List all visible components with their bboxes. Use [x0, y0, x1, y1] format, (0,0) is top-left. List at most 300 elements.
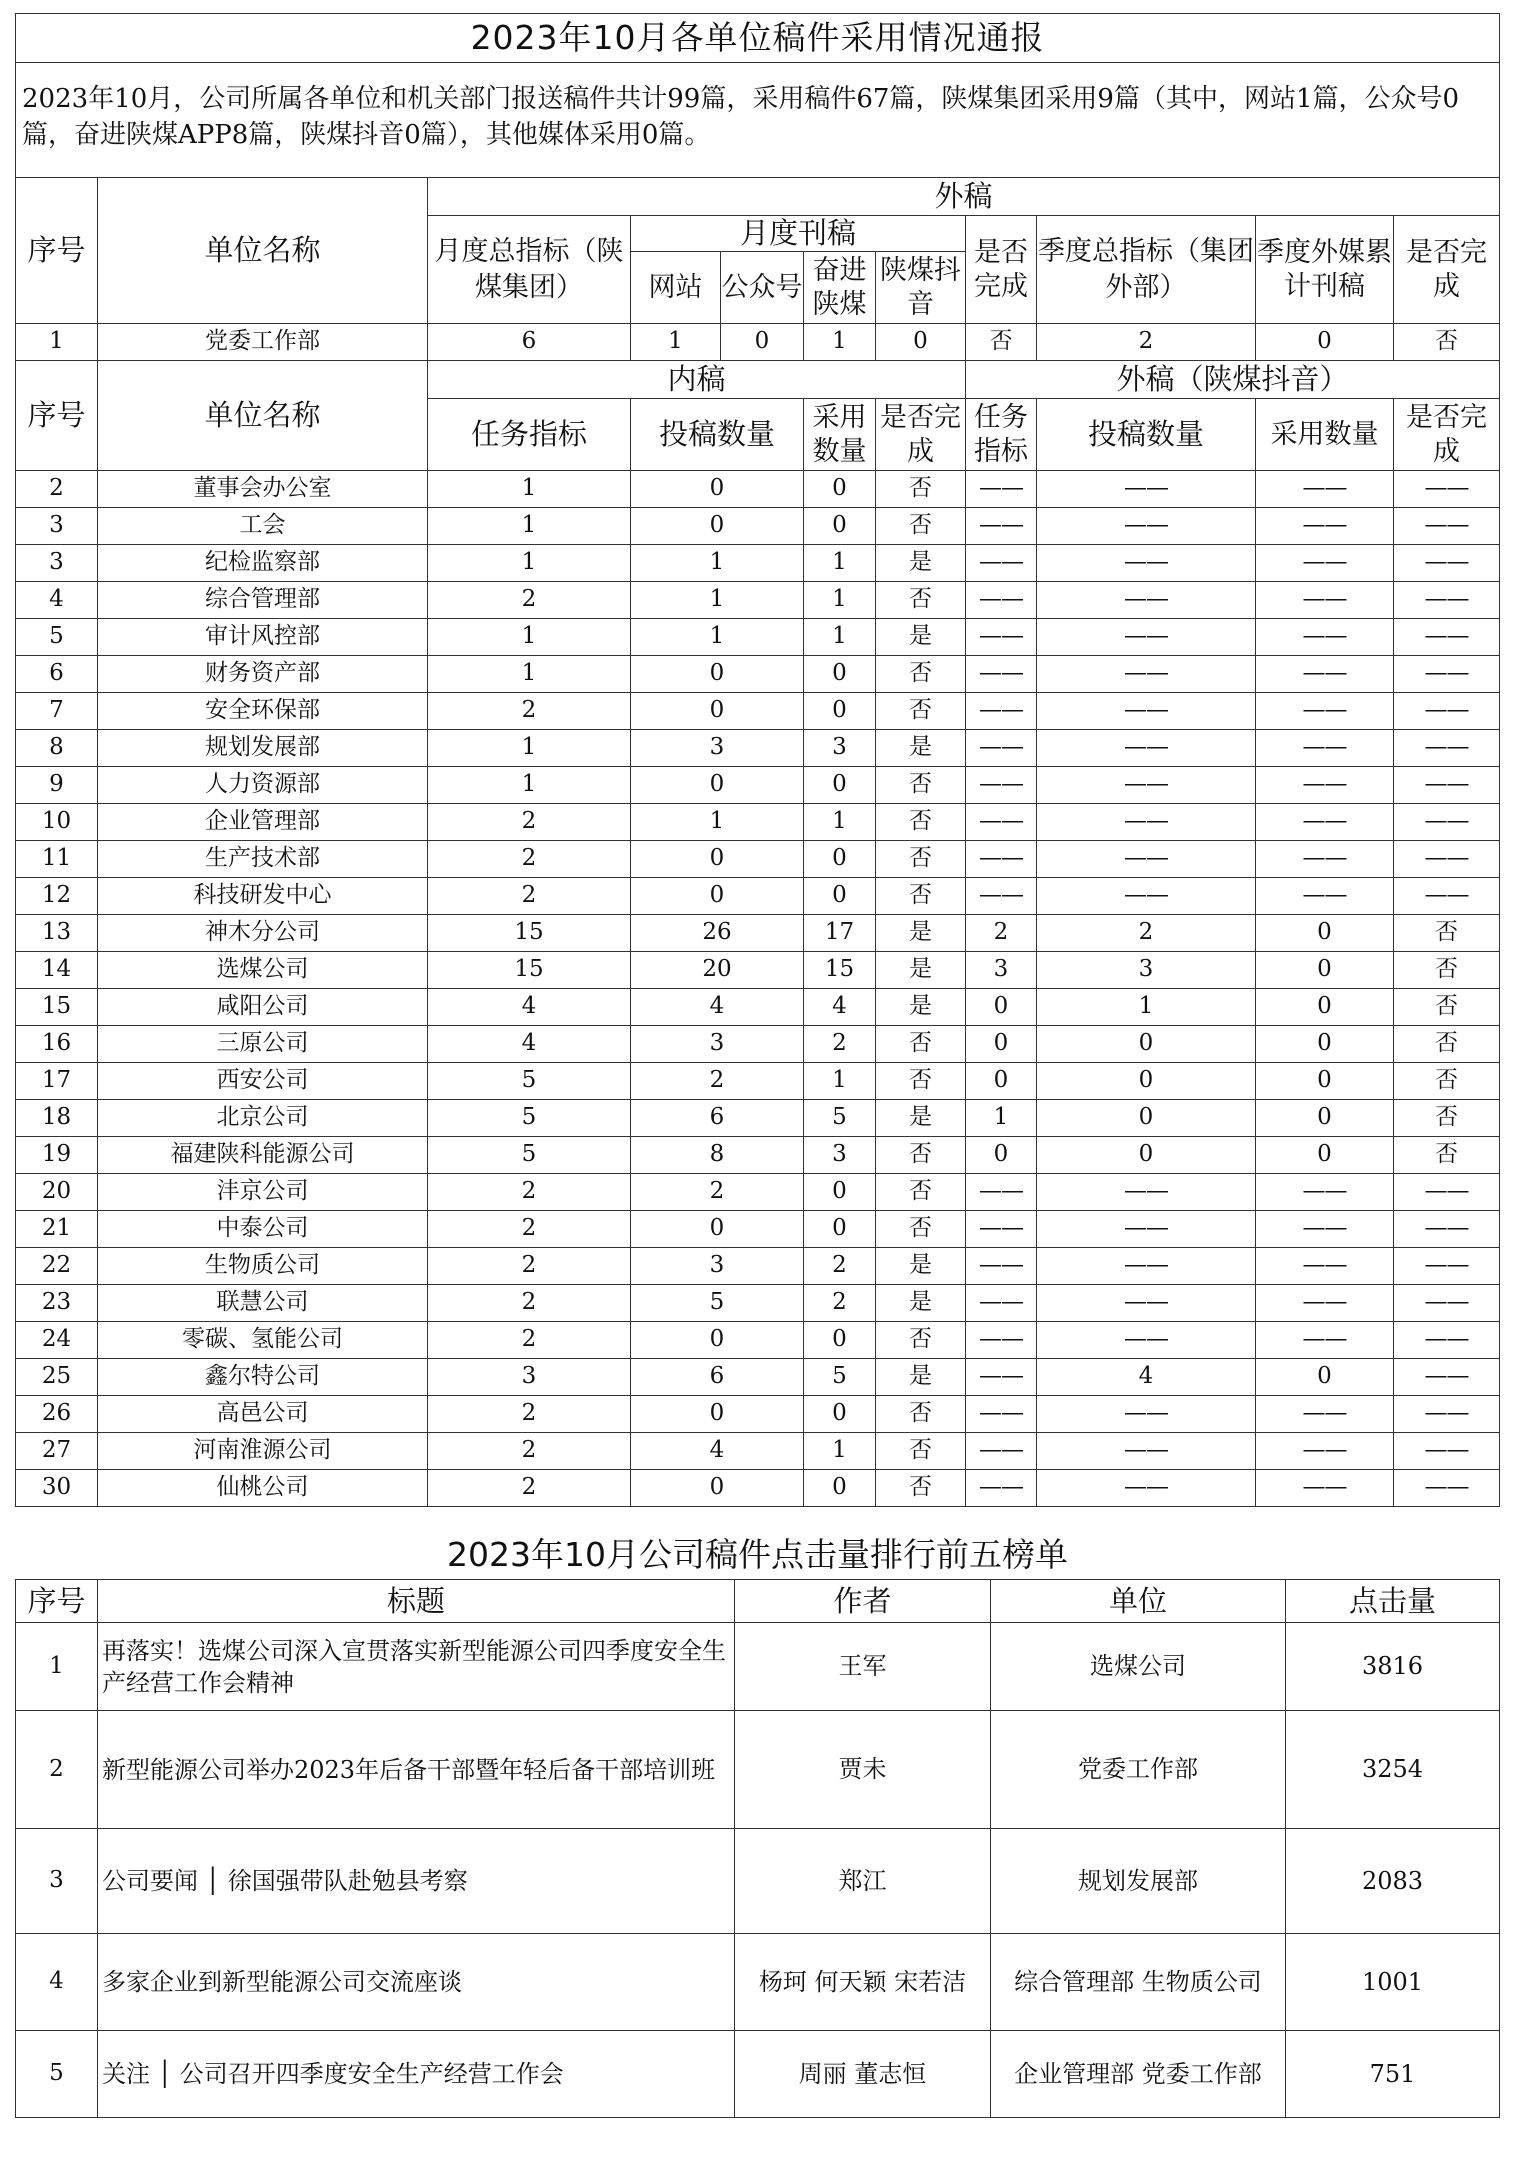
cell-task: 2 — [428, 1248, 631, 1285]
table-row — [16, 915, 1500, 952]
cell-submit2: 1 — [1037, 989, 1256, 1026]
cell-done: 否 — [876, 1470, 966, 1507]
cell-submit: 0 — [631, 471, 804, 508]
cell-unit: 生产技术部 — [98, 841, 428, 878]
cell-done: 是 — [876, 915, 966, 952]
cell-done: 否 — [876, 804, 966, 841]
cell-adopt2: —— — [1256, 619, 1394, 656]
cell-task2: —— — [966, 1285, 1037, 1322]
cell-seq: 5 — [16, 619, 98, 656]
cell-seq: 3 — [16, 545, 98, 582]
cell-unit: 西安公司 — [98, 1063, 428, 1100]
cell-adopt: 1 — [804, 545, 876, 582]
cell-task2: —— — [966, 471, 1037, 508]
cell-seq: 7 — [16, 693, 98, 730]
cell-task: 5 — [428, 1137, 631, 1174]
cell-seq: 21 — [16, 1211, 98, 1248]
cell-submit: 0 — [631, 693, 804, 730]
cell-unit: 高邑公司 — [98, 1396, 428, 1433]
cell-submit2: 2 — [1037, 915, 1256, 952]
cell-seq: 18 — [16, 1100, 98, 1137]
cell-adopt2: 0 — [1256, 989, 1394, 1026]
inner-table-body — [16, 471, 1500, 1507]
cell-adopt: 0 — [804, 1396, 876, 1433]
cell-unit: 财务资产部 — [98, 656, 428, 693]
cell-seq: 19 — [16, 1137, 98, 1174]
cell-adopt2: —— — [1256, 841, 1394, 878]
cell-submit: 0 — [631, 508, 804, 545]
rank-clicks: 2083 — [1286, 1829, 1500, 1934]
cell-done2: —— — [1394, 730, 1500, 767]
cell-adopt: 1 — [804, 804, 876, 841]
cell-adopt: 3 — [804, 1137, 876, 1174]
cell-seq: 22 — [16, 1248, 98, 1285]
cell-submit2: —— — [1037, 878, 1256, 915]
ranking-row — [16, 1829, 1500, 1934]
cell-adopt2: —— — [1256, 1396, 1394, 1433]
cell-done2: —— — [1394, 767, 1500, 804]
cell-unit: 三原公司 — [98, 1026, 428, 1063]
cell-adopt: 0 — [804, 841, 876, 878]
cell-adopt: 0 — [804, 1174, 876, 1211]
ranking-table — [15, 1531, 1500, 2118]
rank-title: 关注 │ 公司召开四季度安全生产经营工作会 — [98, 2031, 735, 2118]
cell-submit: 4 — [631, 1433, 804, 1470]
cell-task2: —— — [966, 1470, 1037, 1507]
header-task: 任务指标 — [428, 399, 631, 471]
cell-adopt2: —— — [1256, 471, 1394, 508]
cell-done2: 否 — [1394, 989, 1500, 1026]
header-monthly-pub: 月度刊稿 — [631, 216, 966, 252]
cell-done2: 否 — [1394, 952, 1500, 989]
report-summary: 2023年10月，公司所属各单位和机关部门报送稿件共计99篇，采用稿件67篇，陕煤集团采用9篇（其中，网站1篇，公众号0篇，奋进陕煤APP8篇，陕煤抖音0篇），其他媒体采用0篇。 — [16, 63, 1500, 178]
cell-task: 1 — [428, 545, 631, 582]
cell-submit: 0 — [631, 1470, 804, 1507]
ranking-row — [16, 1623, 1500, 1711]
header-adopt-2: 采用数量 — [1256, 399, 1394, 471]
cell-adopt: 0 — [804, 693, 876, 730]
cell-adopt2: —— — [1256, 730, 1394, 767]
table-row — [16, 619, 1500, 656]
cell-adopt2: —— — [1256, 1285, 1394, 1322]
cell-unit: 企业管理部 — [98, 804, 428, 841]
header-adopt: 采用数量 — [804, 399, 876, 471]
cell-submit: 1 — [631, 582, 804, 619]
cell-adopt: 17 — [804, 915, 876, 952]
cell-unit: 沣京公司 — [98, 1174, 428, 1211]
cell-done2: 否 — [1394, 915, 1500, 952]
cell-submit: 1 — [631, 804, 804, 841]
cell-submit2: —— — [1037, 656, 1256, 693]
cell-submit2: —— — [1037, 619, 1256, 656]
header-wechat: 公众号 — [721, 252, 804, 324]
cell-done: 否 — [876, 508, 966, 545]
cell-done2: —— — [1394, 1211, 1500, 1248]
cell-done: 否 — [876, 1322, 966, 1359]
cell-done: 否 — [876, 582, 966, 619]
cell-unit: 北京公司 — [98, 1100, 428, 1137]
cell-done: 否 — [876, 1063, 966, 1100]
cell-seq: 4 — [16, 582, 98, 619]
cell-done2: —— — [1394, 471, 1500, 508]
cell-task2: —— — [966, 582, 1037, 619]
cell-adopt: 2 — [804, 1285, 876, 1322]
cell-seq: 30 — [16, 1470, 98, 1507]
cell-done2: —— — [1394, 619, 1500, 656]
cell-adopt: 2 — [804, 1026, 876, 1063]
cell-task2: —— — [966, 730, 1037, 767]
cell-done: 是 — [876, 1359, 966, 1396]
cell-done2: —— — [1394, 1396, 1500, 1433]
cell-task2: —— — [966, 1396, 1037, 1433]
cell-done: 否 — [876, 878, 966, 915]
cell-done: 否 — [876, 767, 966, 804]
cell-adopt2: —— — [1256, 656, 1394, 693]
cell-seq: 27 — [16, 1433, 98, 1470]
cell-submit: 3 — [631, 730, 804, 767]
cell-seq: 10 — [16, 804, 98, 841]
header-done: 是否完成 — [966, 216, 1037, 324]
cell-task2: 0 — [966, 1063, 1037, 1100]
cell-seq: 9 — [16, 767, 98, 804]
cell-submit2: —— — [1037, 1433, 1256, 1470]
cell-done: 否 — [876, 1174, 966, 1211]
cell-task2: —— — [966, 693, 1037, 730]
cell-submit2: 0 — [1037, 1100, 1256, 1137]
cell-adopt2: 0 — [1256, 1359, 1394, 1396]
rank-unit: 企业管理部 党委工作部 — [991, 2031, 1286, 2118]
cell-task2: —— — [966, 545, 1037, 582]
cell-adopt: 5 — [804, 1100, 876, 1137]
cell-adopt: 0 — [804, 878, 876, 915]
rank-unit: 选煤公司 — [991, 1623, 1286, 1711]
ranking-row — [16, 2031, 1500, 2118]
cell-done: 否 — [876, 1211, 966, 1248]
adoption-table — [15, 13, 1500, 1507]
rank-clicks: 1001 — [1286, 1934, 1500, 2031]
cell-done2: —— — [1394, 508, 1500, 545]
table-row — [16, 989, 1500, 1026]
cell-task2: —— — [966, 1248, 1037, 1285]
table-row — [16, 1433, 1500, 1470]
cell-done2: —— — [1394, 1433, 1500, 1470]
cell-unit: 综合管理部 — [98, 582, 428, 619]
rank-header-seq: 序号 — [16, 1580, 98, 1623]
cell-submit2: —— — [1037, 471, 1256, 508]
cell-adopt2: 0 — [1256, 915, 1394, 952]
cell-adopt: 1 — [804, 582, 876, 619]
rank-title: 多家企业到新型能源公司交流座谈 — [98, 1934, 735, 2031]
cell-done2: 否 — [1394, 1063, 1500, 1100]
cell-task: 1 — [428, 508, 631, 545]
cell-done2: —— — [1394, 1285, 1500, 1322]
cell-submit: 6 — [631, 1359, 804, 1396]
cell-submit2: —— — [1037, 1322, 1256, 1359]
cell-submit: 1 — [631, 619, 804, 656]
cell-seq: 15 — [16, 989, 98, 1026]
cell-done: 是 — [876, 730, 966, 767]
cell-adopt2: —— — [1256, 508, 1394, 545]
cell-adopt: 1 — [804, 1063, 876, 1100]
cell-task: 2 — [428, 1174, 631, 1211]
cell-adopt: 0 — [804, 1470, 876, 1507]
cell-seq: 25 — [16, 1359, 98, 1396]
cell-submit2: —— — [1037, 1174, 1256, 1211]
header-outer-douyin: 外稿（陕煤抖音） — [966, 361, 1500, 399]
rank-seq: 2 — [16, 1711, 98, 1829]
cell-task2: —— — [966, 878, 1037, 915]
cell-submit: 0 — [631, 1211, 804, 1248]
table-row — [16, 1285, 1500, 1322]
cell-submit2: —— — [1037, 508, 1256, 545]
cell-submit: 5 — [631, 1285, 804, 1322]
header-outer: 外稿 — [428, 178, 1500, 216]
cell-done: 否 — [876, 1396, 966, 1433]
cell-task2: —— — [966, 508, 1037, 545]
cell-adopt2: 0 — [1256, 1100, 1394, 1137]
rank-author: 杨珂 何天颖 宋若洁 — [735, 1934, 991, 2031]
table-row — [16, 1211, 1500, 1248]
cell-seq: 6 — [16, 656, 98, 693]
cell-adopt2: —— — [1256, 1433, 1394, 1470]
table-row — [16, 952, 1500, 989]
cell-task2: 0 — [966, 1026, 1037, 1063]
cell-done: 是 — [876, 545, 966, 582]
cell-adopt2: —— — [1256, 1174, 1394, 1211]
cell-unit: 鑫尔特公司 — [98, 1359, 428, 1396]
rank-header-unit: 单位 — [991, 1580, 1286, 1623]
rank-clicks: 3816 — [1286, 1623, 1500, 1711]
cell-adopt2: —— — [1256, 1470, 1394, 1507]
cell-done: 是 — [876, 1100, 966, 1137]
rank-header-author: 作者 — [735, 1580, 991, 1623]
cell-submit2: —— — [1037, 545, 1256, 582]
report-title: 2023年10月各单位稿件采用情况通报 — [16, 14, 1500, 63]
cell-task2: 0 — [966, 1137, 1037, 1174]
cell-task2: —— — [966, 619, 1037, 656]
cell-unit: 科技研发中心 — [98, 878, 428, 915]
cell-done2: —— — [1394, 1359, 1500, 1396]
cell-done2: —— — [1394, 1248, 1500, 1285]
cell-adopt2: —— — [1256, 1211, 1394, 1248]
table-row — [16, 582, 1500, 619]
cell-task: 2 — [428, 841, 631, 878]
cell-task: 1 — [428, 656, 631, 693]
cell-seq: 14 — [16, 952, 98, 989]
cell-done2: —— — [1394, 582, 1500, 619]
cell-task2: —— — [966, 1359, 1037, 1396]
header-done-3: 是否完成 — [876, 399, 966, 471]
table-row — [16, 693, 1500, 730]
cell-submit: 6 — [631, 1100, 804, 1137]
cell-task2: 0 — [966, 989, 1037, 1026]
cell-submit: 0 — [631, 1322, 804, 1359]
cell-unit: 河南淮源公司 — [98, 1433, 428, 1470]
header-task-2: 任务指标 — [966, 399, 1037, 471]
cell-submit2: —— — [1037, 804, 1256, 841]
cell-unit: 工会 — [98, 508, 428, 545]
cell-submit: 0 — [631, 841, 804, 878]
cell-adopt2: —— — [1256, 693, 1394, 730]
cell-task: 2 — [428, 1285, 631, 1322]
rank-seq: 3 — [16, 1829, 98, 1934]
cell-unit: 零碳、氢能公司 — [98, 1322, 428, 1359]
cell-done: 否 — [876, 1137, 966, 1174]
cell-adopt: 4 — [804, 989, 876, 1026]
cell-adopt2: —— — [1256, 1322, 1394, 1359]
cell-adopt: 1 — [804, 1433, 876, 1470]
cell-adopt: 15 — [804, 952, 876, 989]
cell-task2: —— — [966, 1211, 1037, 1248]
ranking-title: 2023年10月公司稿件点击量排行前五榜单 — [16, 1531, 1500, 1580]
cell-adopt: 0 — [804, 1322, 876, 1359]
cell-task2: —— — [966, 1174, 1037, 1211]
cell-adopt2: —— — [1256, 1248, 1394, 1285]
rank-title: 新型能源公司举办2023年后备干部暨年轻后备干部培训班 — [98, 1711, 735, 1829]
header-monthly-target: 月度总指标（陕煤集团） — [428, 216, 631, 324]
cell-task: 2 — [428, 1396, 631, 1433]
cell-submit2: —— — [1037, 1285, 1256, 1322]
cell-done2: —— — [1394, 841, 1500, 878]
cell-done2: —— — [1394, 1174, 1500, 1211]
rank-seq: 4 — [16, 1934, 98, 2031]
cell-submit2: 3 — [1037, 952, 1256, 989]
cell-unit: 咸阳公司 — [98, 989, 428, 1026]
cell-task: 2 — [428, 1322, 631, 1359]
table-row — [16, 1396, 1500, 1433]
cell-submit2: —— — [1037, 1470, 1256, 1507]
cell-unit: 纪检监察部 — [98, 545, 428, 582]
rank-header-title: 标题 — [98, 1580, 735, 1623]
header-douyin: 陕煤抖音 — [876, 252, 966, 324]
cell-done2: —— — [1394, 545, 1500, 582]
cell-submit: 2 — [631, 1174, 804, 1211]
rank-author: 周丽 董志恒 — [735, 2031, 991, 2118]
cell-seq: 20 — [16, 1174, 98, 1211]
cell-task2: —— — [966, 767, 1037, 804]
rank-seq: 5 — [16, 2031, 98, 2118]
cell-task: 2 — [428, 878, 631, 915]
cell-submit2: —— — [1037, 730, 1256, 767]
cell-task2: —— — [966, 841, 1037, 878]
cell-adopt2: —— — [1256, 804, 1394, 841]
cell-adopt: 0 — [804, 471, 876, 508]
cell-adopt: 0 — [804, 656, 876, 693]
cell-seq: 11 — [16, 841, 98, 878]
cell-done: 否 — [876, 656, 966, 693]
cell-submit: 3 — [631, 1026, 804, 1063]
ranking-body — [16, 1623, 1500, 2118]
table-row — [16, 1063, 1500, 1100]
cell-adopt: 5 — [804, 1359, 876, 1396]
cell-seq: 12 — [16, 878, 98, 915]
cell-done2: 否 — [1394, 1137, 1500, 1174]
header-unit: 单位名称 — [98, 178, 428, 324]
cell-seq: 26 — [16, 1396, 98, 1433]
cell-seq: 24 — [16, 1322, 98, 1359]
cell-submit: 0 — [631, 1396, 804, 1433]
cell-unit: 人力资源部 — [98, 767, 428, 804]
rank-unit: 党委工作部 — [991, 1711, 1286, 1829]
header-seq: 序号 — [16, 178, 98, 324]
table-row — [16, 508, 1500, 545]
cell-submit: 26 — [631, 915, 804, 952]
cell-seq: 3 — [16, 508, 98, 545]
cell-done: 是 — [876, 1248, 966, 1285]
cell-task: 1 — [428, 730, 631, 767]
header-quarter-ext: 季度外媒累计刊稿 — [1256, 216, 1394, 324]
cell-unit: 审计风控部 — [98, 619, 428, 656]
cell-unit: 仙桃公司 — [98, 1470, 428, 1507]
cell-submit: 2 — [631, 1063, 804, 1100]
cell-submit2: —— — [1037, 767, 1256, 804]
cell-submit: 20 — [631, 952, 804, 989]
cell-task: 5 — [428, 1063, 631, 1100]
cell-seq: 2 — [16, 471, 98, 508]
table-row — [16, 767, 1500, 804]
cell-done: 是 — [876, 1285, 966, 1322]
table-row — [16, 1248, 1500, 1285]
cell-done2: 否 — [1394, 1100, 1500, 1137]
cell-done: 是 — [876, 989, 966, 1026]
table-row — [16, 1322, 1500, 1359]
cell-unit: 生物质公司 — [98, 1248, 428, 1285]
cell-adopt: 0 — [804, 1211, 876, 1248]
header-app: 奋进陕煤 — [804, 252, 876, 324]
cell-done2: —— — [1394, 656, 1500, 693]
cell-task2: 2 — [966, 915, 1037, 952]
cell-task2: 1 — [966, 1100, 1037, 1137]
cell-seq: 23 — [16, 1285, 98, 1322]
cell-done2: —— — [1394, 1322, 1500, 1359]
cell-done2: —— — [1394, 1470, 1500, 1507]
cell-task: 3 — [428, 1359, 631, 1396]
cell-seq: 17 — [16, 1063, 98, 1100]
cell-submit: 0 — [631, 878, 804, 915]
cell-unit: 董事会办公室 — [98, 471, 428, 508]
cell-done: 否 — [876, 841, 966, 878]
cell-done: 否 — [876, 471, 966, 508]
cell-seq: 8 — [16, 730, 98, 767]
cell-task2: 3 — [966, 952, 1037, 989]
cell-task: 2 — [428, 804, 631, 841]
cell-done: 否 — [876, 1433, 966, 1470]
table-row — [16, 1137, 1500, 1174]
cell-adopt2: 0 — [1256, 1063, 1394, 1100]
cell-adopt2: 0 — [1256, 1137, 1394, 1174]
cell-unit: 联慧公司 — [98, 1285, 428, 1322]
header-unit-2: 单位名称 — [98, 361, 428, 471]
cell-adopt2: —— — [1256, 582, 1394, 619]
cell-unit: 安全环保部 — [98, 693, 428, 730]
cell-task: 2 — [428, 582, 631, 619]
cell-adopt: 2 — [804, 1248, 876, 1285]
cell-unit: 福建陕科能源公司 — [98, 1137, 428, 1174]
cell-done: 否 — [876, 1026, 966, 1063]
cell-submit: 0 — [631, 767, 804, 804]
table-row — [16, 1174, 1500, 1211]
cell-done: 否 — [876, 693, 966, 730]
cell-task: 4 — [428, 989, 631, 1026]
cell-done2: —— — [1394, 804, 1500, 841]
cell-task: 2 — [428, 1211, 631, 1248]
report-sheet — [15, 13, 1499, 2118]
cell-submit2: 0 — [1037, 1137, 1256, 1174]
table-row — [16, 1470, 1500, 1507]
cell-seq: 16 — [16, 1026, 98, 1063]
ranking-row — [16, 1934, 1500, 2031]
rank-clicks: 751 — [1286, 2031, 1500, 2118]
